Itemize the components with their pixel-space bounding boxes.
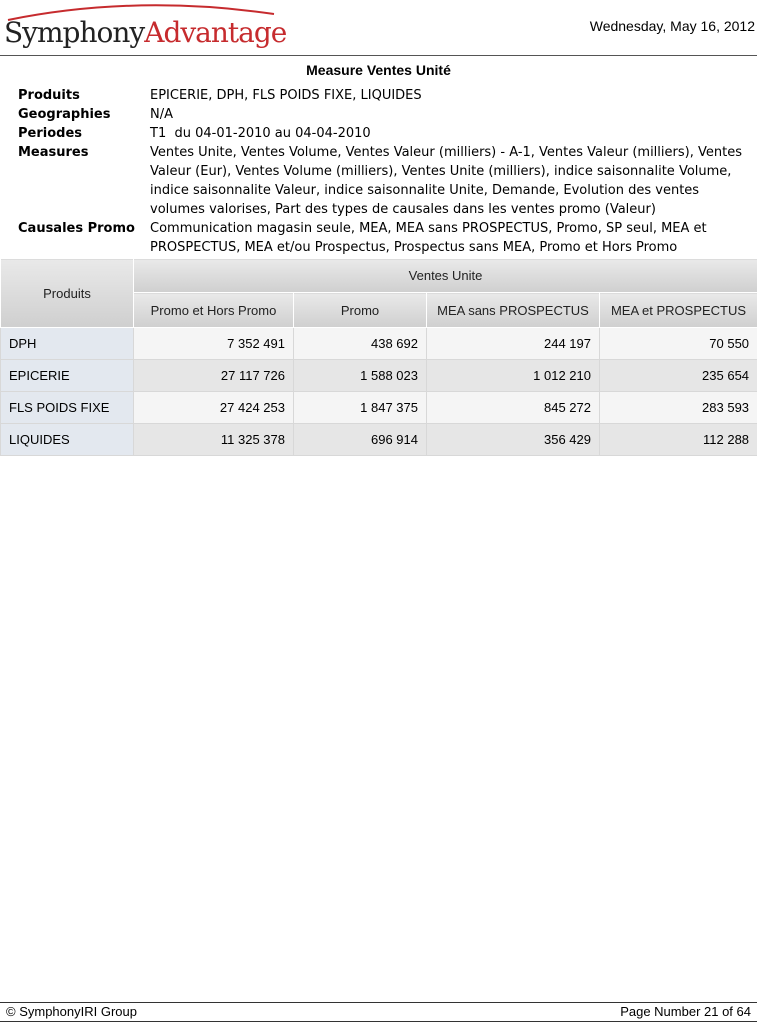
meta-row-measures [18,143,753,219]
table-cell: 283 593 [600,392,757,424]
table-cell: 27 424 253 [134,392,294,424]
meta-value: Communication magasin seule, MEA, MEA sans PROSPECTUS, Promo, SP seul, MEA et PROSPECTUS, MEA et/ou Prospectus, Prospectus sans MEA, Promo et Hors Promo [150,221,707,255]
table-cell: 845 272 [427,392,600,424]
meta-label: Periodes [18,126,83,141]
report-title: Measure Ventes Unité [306,62,451,78]
column-header: MEA sans PROSPECTUS [427,293,600,328]
ventes-unite-table [0,258,757,456]
row-label: FLS POIDS FIXE [1,392,134,424]
header-divider [0,55,757,56]
meta-label: Measures [18,145,89,160]
copyright: © SymphonyIRI Group [6,1004,137,1019]
column-header: Promo et Hors Promo [134,293,294,328]
row-label: LIQUIDES [1,424,134,456]
footer-divider [0,1002,757,1003]
page-number: Page Number 21 of 64 [620,1004,751,1019]
column-header: MEA et PROSPECTUS [600,293,757,328]
table-cell: 11 325 378 [134,424,294,456]
logo-part-advantage: Advantage [144,16,287,49]
table-row [1,392,757,424]
table-cell: 7 352 491 [134,328,294,360]
table-cell: 1 588 023 [294,360,427,392]
meta-label: Causales Promo [18,221,135,236]
meta-value: EPICERIE, DPH, FLS POIDS FIXE, LIQUIDES [150,88,422,103]
meta-row-causales-promo [18,219,753,257]
table-cell: 696 914 [294,424,427,456]
logo-part-symphony: Symphony [4,16,145,49]
meta-label: Produits [18,88,80,103]
meta-value: T1 du 04-01-2010 au 04-04-2010 [150,126,371,141]
table-cell: 244 197 [427,328,600,360]
row-label: DPH [1,328,134,360]
table-cell: 70 550 [600,328,757,360]
row-label: EPICERIE [1,360,134,392]
table-cell: 27 117 726 [134,360,294,392]
meta-value: Ventes Unite, Ventes Volume, Ventes Valeur (milliers) - A-1, Ventes Valeur (milliers), Ventes Valeur (Eur), Ventes Volume (milliers), Ventes Unite (milliers), indice saisonnalite Volume, indice saisonnalite Valeur, indice saisonnalite Unite, Demande, Evolution des ventes volumes valorises, Part des types de causales dans les ventes promo (Valeur) [150,145,742,217]
page-header [0,0,757,56]
meta-row-geographies [18,105,753,124]
meta-label: Geographies [18,107,111,122]
footer-divider-bottom [0,1021,757,1022]
group-header-ventes-unite: Ventes Unite [134,259,757,293]
table-row [1,360,757,392]
table-cell: 438 692 [294,328,427,360]
table-cell: 1 847 375 [294,392,427,424]
meta-value: N/A [150,107,173,122]
logo [4,16,286,49]
table-cell: 112 288 [600,424,757,456]
table-cell: 1 012 210 [427,360,600,392]
table-row [1,424,757,456]
table-row [1,328,757,360]
meta-row-produits [18,86,753,105]
report-date: Wednesday, May 16, 2012 [589,18,755,34]
report-parameters [18,86,753,257]
column-header: Promo [294,293,427,328]
table-cell: 356 429 [427,424,600,456]
table-cell: 235 654 [600,360,757,392]
meta-row-periodes [18,124,753,143]
row-header-produits: Produits [1,259,134,328]
